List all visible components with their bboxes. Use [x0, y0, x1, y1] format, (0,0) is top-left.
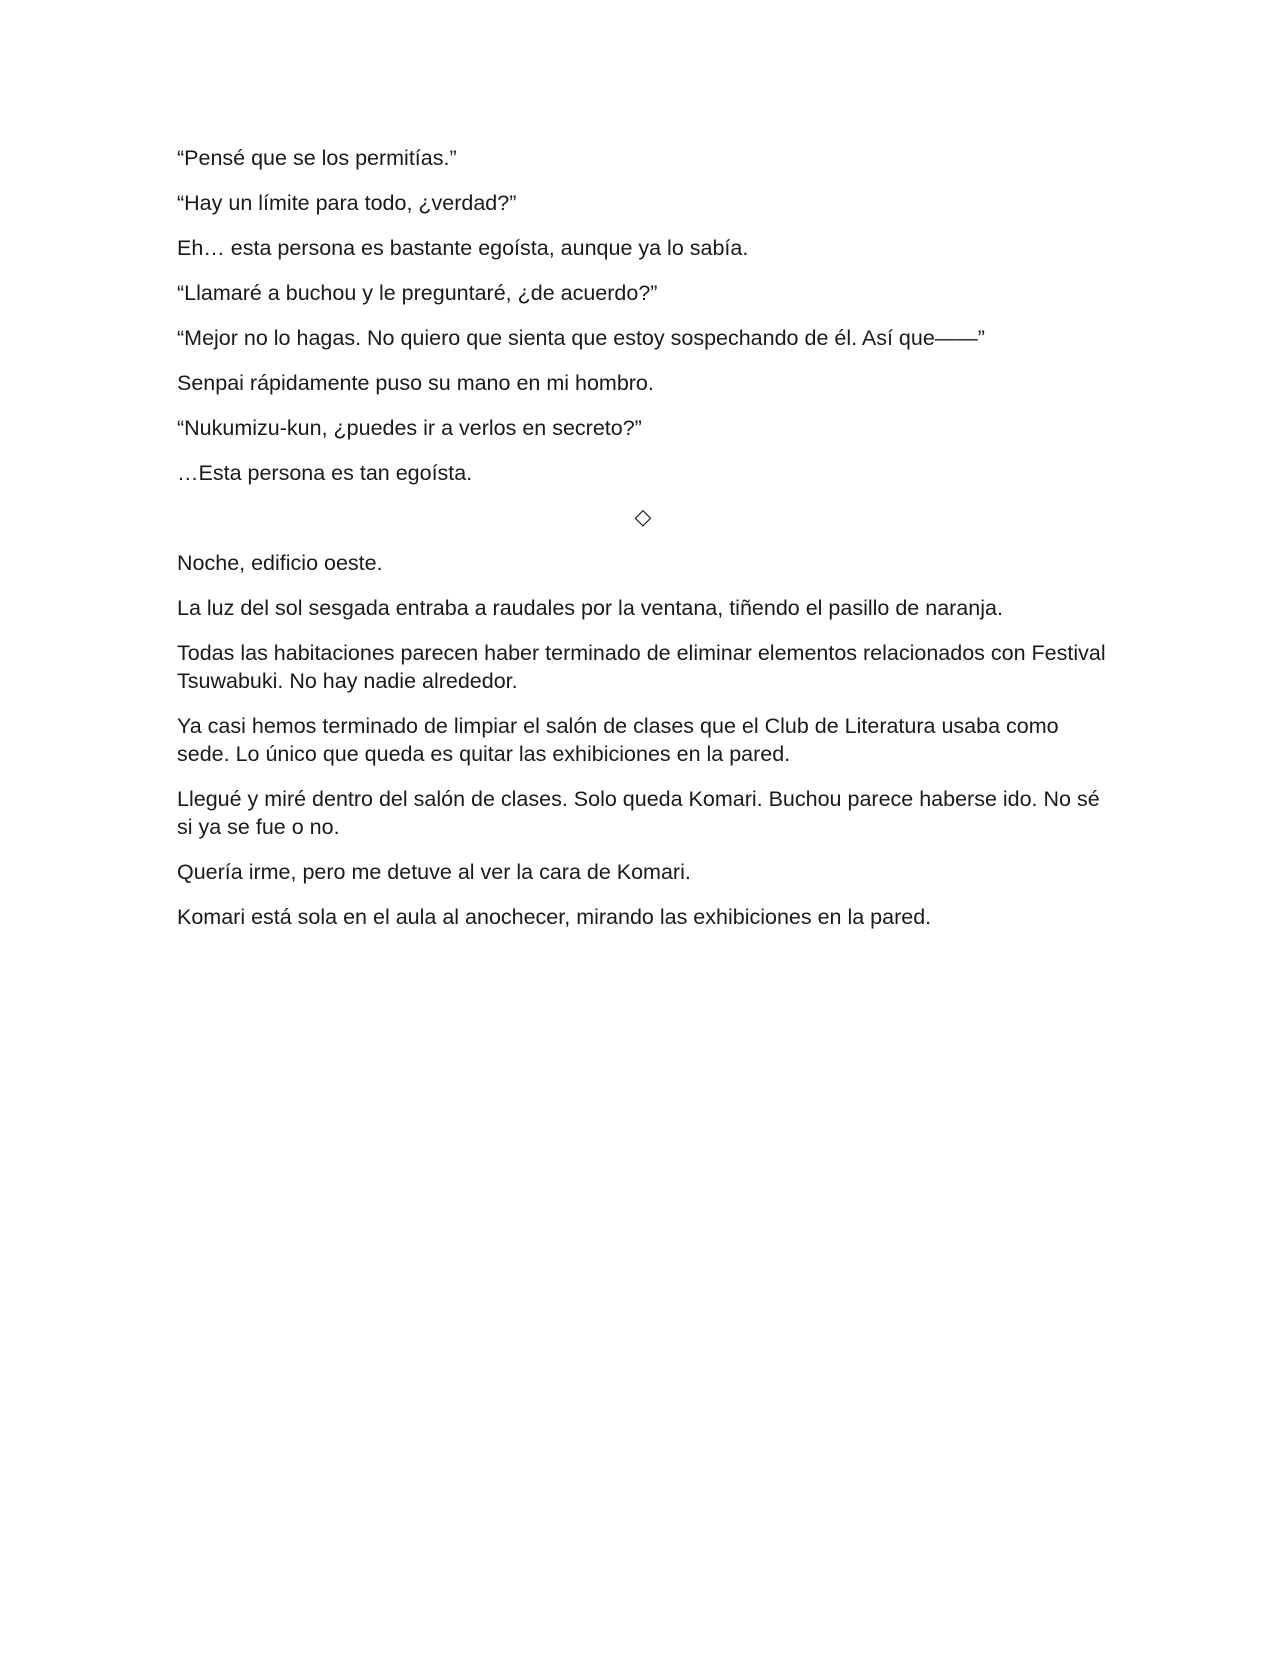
paragraph: Quería irme, pero me detuve al ver la cara de Komari.	[177, 860, 691, 884]
paragraph: Eh… esta persona es bastante egoísta, aunque ya lo sabía.	[177, 236, 749, 260]
paragraph: Komari está sola en el aula al anochecer, mirando las exhibiciones en la pared.	[177, 905, 932, 929]
document-page	[177, 144, 1117, 948]
paragraph: Senpai rápidamente puso su mano en mi hombro.	[177, 371, 654, 395]
diamond-separator-icon: ◇	[634, 505, 652, 530]
paragraph: Todas las habitaciones parecen haber terminado de eliminar elementos relacionados con Festival Tsuwabuki. No hay nadie alrededor.	[177, 641, 1106, 693]
paragraph: “Hay un límite para todo, ¿verdad?”	[177, 191, 517, 215]
paragraph: “Pensé que se los permitías.”	[177, 146, 457, 170]
paragraph: “Llamaré a buchou y le preguntaré, ¿de acuerdo?”	[177, 281, 658, 305]
paragraph: Ya casi hemos terminado de limpiar el salón de clases que el Club de Literatura usaba como sede. Lo único que queda es quitar las exhibiciones en la pared.	[177, 714, 1059, 766]
paragraph: Llegué y miré dentro del salón de clases. Solo queda Komari. Buchou parece haberse ido. No sé si ya se fue o no.	[177, 787, 1100, 839]
scene-separator	[177, 504, 1117, 532]
paragraph: “Nukumizu-kun, ¿puedes ir a verlos en secreto?”	[177, 416, 642, 440]
paragraph: La luz del sol sesgada entraba a raudales por la ventana, tiñendo el pasillo de naranja.	[177, 596, 1003, 620]
paragraph: “Mejor no lo hagas. No quiero que sienta que estoy sospechando de él. Así que——”	[177, 326, 985, 350]
paragraph: …Esta persona es tan egoísta.	[177, 461, 473, 485]
paragraph: Noche, edificio oeste.	[177, 551, 383, 575]
